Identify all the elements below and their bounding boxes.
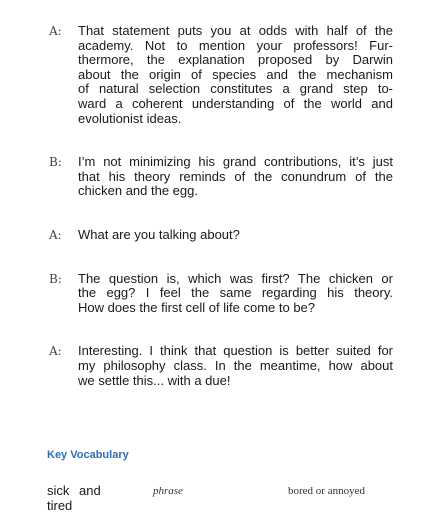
dialogue-turn — [49, 24, 393, 126]
speaker-label: A: — [49, 344, 62, 359]
dialogue-turn — [49, 228, 393, 243]
dialogue-turn — [49, 155, 393, 199]
utterance-line: of natural selection constitutes a grand step to- — [78, 81, 393, 97]
vocabulary-part-of-speech: phrase — [153, 485, 183, 497]
vocabulary-entry — [47, 484, 407, 514]
utterance-line: evolutionist ideas. — [78, 110, 182, 126]
vocabulary-heading: Key Vocabulary — [47, 449, 129, 461]
utterance-line: How does the first cell of life come to be? — [78, 299, 316, 315]
speaker-label: A: — [49, 227, 62, 242]
vocabulary-term — [47, 484, 117, 513]
dialogue-turn — [49, 344, 393, 388]
speaker-label: B: — [49, 271, 62, 286]
utterance-line: academy. Not to mention your professors! Fur- — [78, 37, 393, 53]
utterance-line: I’m not minimizing his grand contributions, it’s just — [78, 154, 393, 170]
utterance — [78, 344, 393, 388]
utterance-line: The question is, which was first? The chicken or — [78, 270, 393, 286]
utterance — [78, 272, 393, 316]
utterance-line: about the origin of species and the mechanism — [78, 66, 393, 82]
speaker-label: B: — [49, 155, 62, 170]
utterance-line: What are you talking about? — [78, 226, 240, 242]
vocabulary-term-line: sick and — [47, 483, 101, 498]
utterance-line: Interesting. I think that question is better suited for — [78, 343, 393, 359]
speaker-label: A: — [49, 24, 62, 38]
utterance-line: That statement puts you at odds with half of the — [78, 23, 393, 38]
utterance — [78, 228, 393, 243]
utterance-line: we settle this... with a due! — [78, 372, 231, 388]
dialogue-turn — [49, 272, 393, 316]
vocabulary-term-line: tired — [47, 497, 73, 513]
utterance — [78, 24, 393, 126]
utterance-line: my philosophy class. In the meantime, how about — [78, 357, 393, 373]
utterance-line: that his theory reminds of the conundrum of the — [78, 168, 393, 184]
utterance-line: ward a coherent understanding of the world and — [78, 95, 393, 111]
utterance-line: the egg? I feel the same regarding his theory. — [78, 285, 393, 301]
dialogue — [49, 24, 393, 388]
utterance-line: chicken and the egg. — [78, 183, 198, 199]
utterance — [78, 155, 393, 199]
vocabulary-definition: bored or annoyed — [288, 485, 365, 497]
utterance-line: thermore, the explanation proposed by Darwin — [78, 52, 393, 68]
